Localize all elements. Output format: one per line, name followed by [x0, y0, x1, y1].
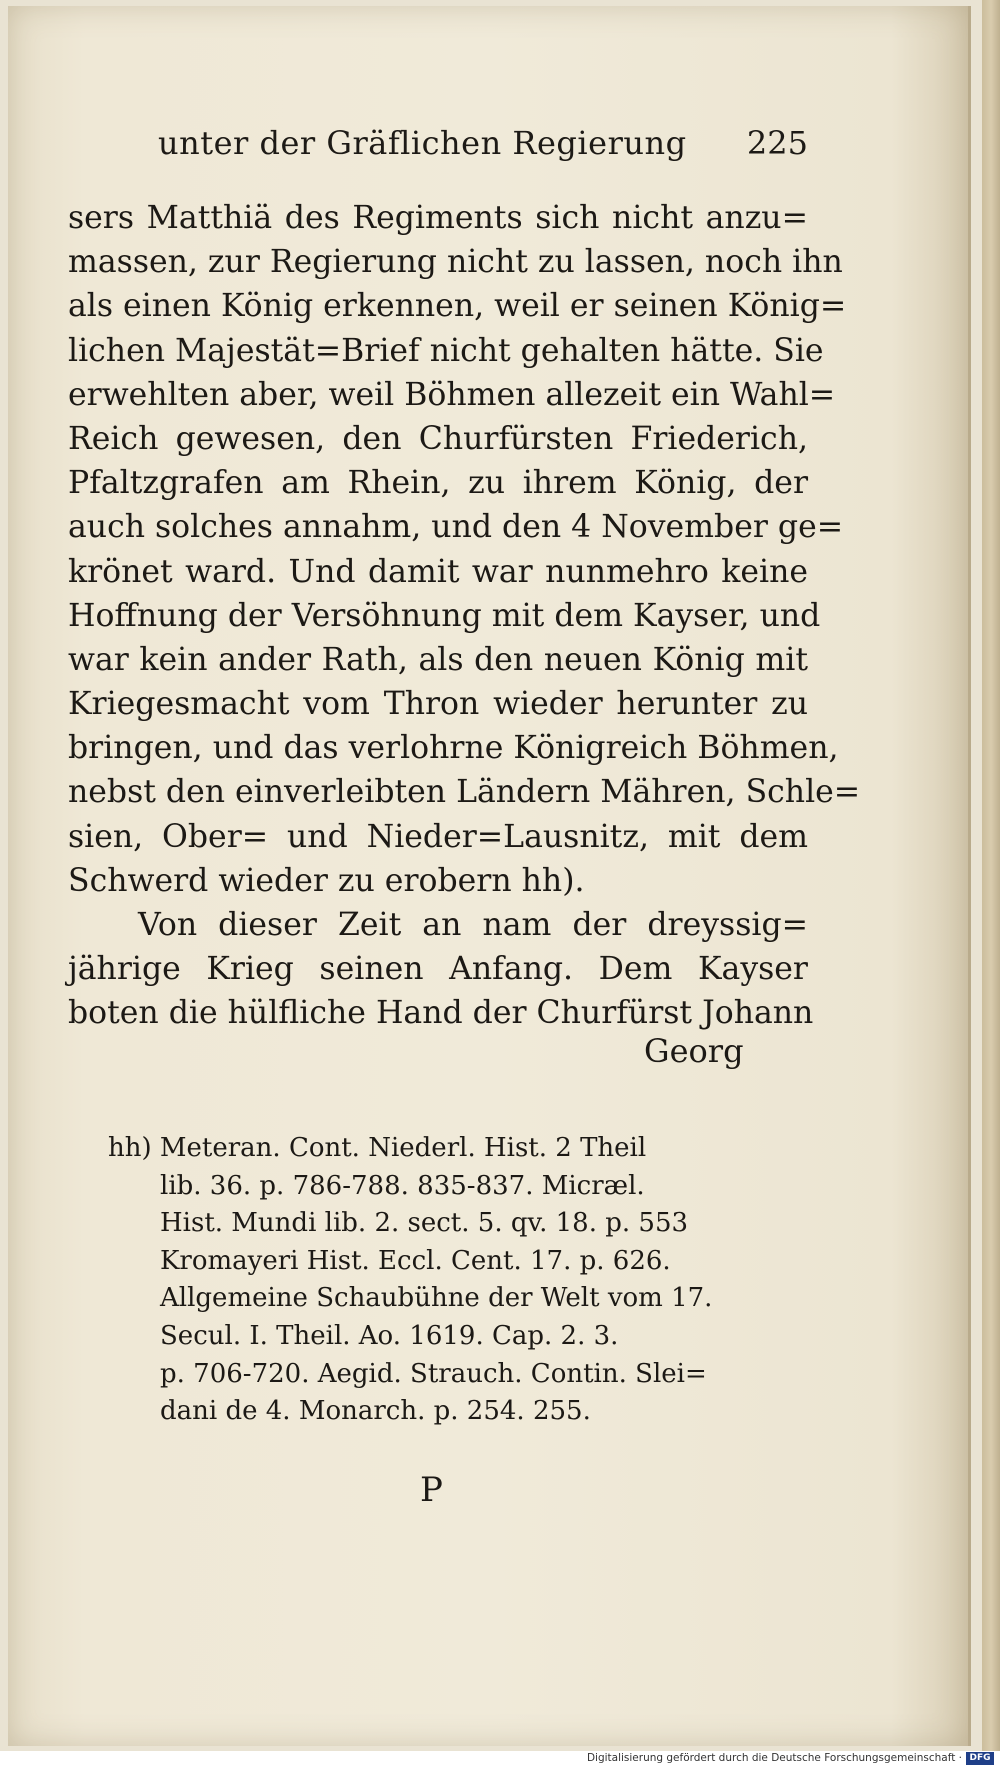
- catchword: Georg: [644, 1032, 744, 1070]
- body-line: Schwerd wieder zu erobern hh).: [68, 862, 585, 899]
- body-line: Von dieser Zeit an nam der dreyssig=: [138, 907, 808, 943]
- book-page: [8, 6, 971, 1746]
- digitization-credit: Digitalisierung gefördert durch die Deutsche Forschungsgemeinschaft ·: [586, 1752, 962, 1764]
- footnote-line: Kromayeri Hist. Eccl. Cent. 17. p. 626.: [160, 1245, 671, 1276]
- dfg-logo-icon: DFG: [966, 1752, 994, 1765]
- page-number: 225: [746, 124, 808, 162]
- body-line: jährige Krieg seinen Anfang. Dem Kayser: [68, 951, 808, 988]
- body-line: Kriegesmacht vom Thron wieder herunter zu: [68, 686, 808, 723]
- body-line: auch solches annahm, und den 4 November ge=: [68, 509, 844, 546]
- footnote-line: hh) Meteran. Cont. Niederl. Hist. 2 Theil: [108, 1133, 647, 1163]
- footnote-line: Allgemeine Schaubühne der Welt vom 17.: [160, 1283, 713, 1314]
- running-title: unter der Gräflichen Regierung: [158, 124, 687, 162]
- body-line: krönet ward. Und damit war nunmehro keine: [68, 553, 808, 590]
- body-text: [68, 196, 861, 1036]
- footnote-line: Hist. Mundi lib. 2. sect. 5. qv. 18. p. 553: [160, 1208, 689, 1239]
- body-line: massen, zur Regierung nicht zu lassen, noch ihn: [68, 244, 843, 281]
- body-line: Reich gewesen, den Churfürsten Friederich,: [68, 420, 808, 457]
- footnote-line: lib. 36. p. 786-788. 835-837. Micræl.: [160, 1170, 645, 1201]
- body-line: war kein ander Rath, als den neuen König mit: [68, 641, 808, 678]
- body-line: Hoffnung der Versöhnung mit dem Kayser, und: [68, 597, 821, 634]
- body-line: erwehlten aber, weil Böhmen allezeit ein Wahl=: [68, 376, 836, 413]
- body-line: als einen König erkennen, weil er seinen König=: [68, 288, 847, 325]
- footnote-line: Secul. I. Theil. Ao. 1619. Cap. 2. 3.: [160, 1320, 619, 1351]
- body-line: sers Matthiä des Regiments sich nicht anzu=: [68, 200, 808, 236]
- running-head: [158, 124, 808, 174]
- body-line: Pfaltzgrafen am Rhein, zu ihrem König, der: [68, 465, 808, 502]
- body-line: nebst den einverleibten Ländern Mähren, Schle=: [68, 774, 861, 811]
- body-line: boten die hülfliche Hand der Churfürst Johann: [68, 995, 814, 1032]
- footnote: [108, 1130, 808, 1431]
- footnote-line: dani de 4. Monarch. p. 254. 255.: [160, 1396, 591, 1427]
- book-fore-edge: [982, 0, 1000, 1769]
- footnote-line: p. 706-720. Aegid. Strauch. Contin. Slei=: [160, 1358, 707, 1389]
- body-line: sien, Ober= und Nieder=Lausnitz, mit dem: [68, 818, 808, 855]
- signature-mark: P: [420, 1470, 443, 1510]
- body-line: bringen, und das verlohrne Königreich Böhmen,: [68, 730, 839, 767]
- body-line: lichen Majestät=Brief nicht gehalten hätte. Sie: [68, 332, 824, 369]
